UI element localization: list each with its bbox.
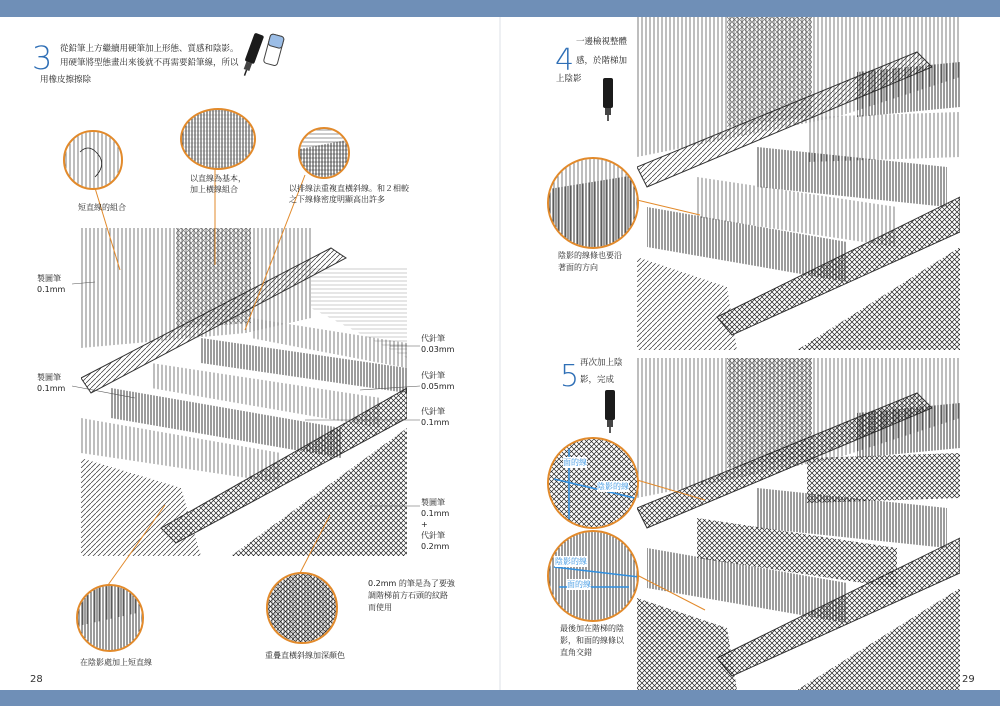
detail-circle-step-4-shadow [547,157,639,249]
detail-circle-step-5-upper [547,437,639,529]
step-3-stair-illustration [81,228,407,556]
pen-label-4-type: 代針筆 [421,371,445,380]
pen-label-6-type-2: 代針筆 [421,531,445,540]
step-5-mark-c: 陰影的線 [555,557,587,566]
callout-note-line-1: 0.2mm 的筆是為了要強 [368,579,455,588]
callout-note-line-2: 調階梯前方石頭的紋路 [368,591,448,600]
pen-icon-step-5 [600,388,620,434]
step-4-number: 4 [555,43,575,78]
stair-drawing-step-5 [637,358,960,690]
stair-drawing-step-3 [81,228,407,556]
callout-deepen-shadow: 在陰影處加上短直線 [80,658,152,667]
eraser-icon [262,33,286,73]
callout-straight-base-1: 以直線為基本， [190,174,246,183]
page-number-right: 29 [962,674,975,685]
step-4-callout-line-2: 著面的方向 [558,263,598,272]
pen-label-6-size: 0.1mm [421,509,450,518]
step-5-callout-line-1: 最後加在階梯的陰 [560,624,624,633]
step-3-text-line-1: 從鉛筆上方繼續用硬筆加上形態、質感和陰影。 [60,44,239,54]
step-4-callout-line-1: 陰影的線條也要沿 [558,251,622,260]
callout-cross-hatch-1: 以排線法重複直橫斜線。和２相較 [289,184,409,193]
step-5-number: 5 [560,359,580,394]
pen-label-4-size: 0.05mm [421,382,455,391]
pen-label-1-type: 製圖筆 [37,274,61,283]
step-4-stair-illustration [637,17,960,350]
detail-circle-straight-lines [180,108,256,170]
pen-label-1-size: 0.1mm [37,285,66,294]
pen-label-6-type: 製圖筆 [421,498,445,507]
callout-cross-hatch-2: 之下線條密度明顯高出許多 [289,195,385,204]
step-3-text-line-3: 用橡皮擦擦除 [40,75,92,85]
top-band [0,0,1000,17]
pen-label-2-type: 製圖筆 [37,373,61,382]
bottom-band [0,690,1000,706]
pen-icon-step-4 [598,76,618,122]
page-number-left: 28 [30,674,43,685]
step-5-mark-b: 陰影的線 [597,482,629,491]
callout-short-lines: 短直線的組合 [78,203,126,212]
pen-label-3-type: 代針筆 [421,334,445,343]
callout-note-line-3: 而使用 [368,603,392,612]
step-5-stair-illustration [637,358,960,690]
step-3-number: 3 [32,39,53,77]
step-5-mark-a: 面的線 [563,458,587,467]
pen-label-2-size: 0.1mm [37,384,66,393]
step-4-text-line-2: 感，於階梯加 [576,56,628,66]
detail-circle-cross-hatch [298,127,350,179]
callout-overlap-lines: 重疊直橫斜線加深顏色 [265,651,345,660]
stair-drawing-step-4 [637,17,960,350]
step-3-text-line-2: 用硬筆將型態畫出來後就不再需要鉛筆線，所以 [60,58,239,68]
page-spine [499,17,501,690]
step-5-text-line-2: 影，完成 [580,375,615,385]
detail-circle-short-lines [63,130,123,190]
step-5-mark-d: 面的線 [567,580,591,589]
detail-circle-overlap-lines [266,572,338,644]
callout-straight-base-2: 加上橫線組合 [190,185,238,194]
detail-circle-step-5-lower [547,530,639,622]
step-5-callout-line-2: 影，和面的線條以 [560,636,624,645]
detail-circle-shadow-lines [76,584,144,652]
step-4-text-line-3: 上陰影 [556,74,582,84]
step-5-text-line-1: 再次加上陰 [580,358,623,368]
pen-label-5-size: 0.1mm [421,418,450,427]
step-5-callout-line-3: 直角交錯 [560,648,592,657]
pen-label-6-size-2: 0.2mm [421,542,450,551]
pen-label-3-size: 0.03mm [421,345,455,354]
step-4-text-line-1: 一邊檢視整體 [576,37,628,47]
pen-label-5-type: 代針筆 [421,407,445,416]
pen-label-6-plus: + [421,520,428,529]
